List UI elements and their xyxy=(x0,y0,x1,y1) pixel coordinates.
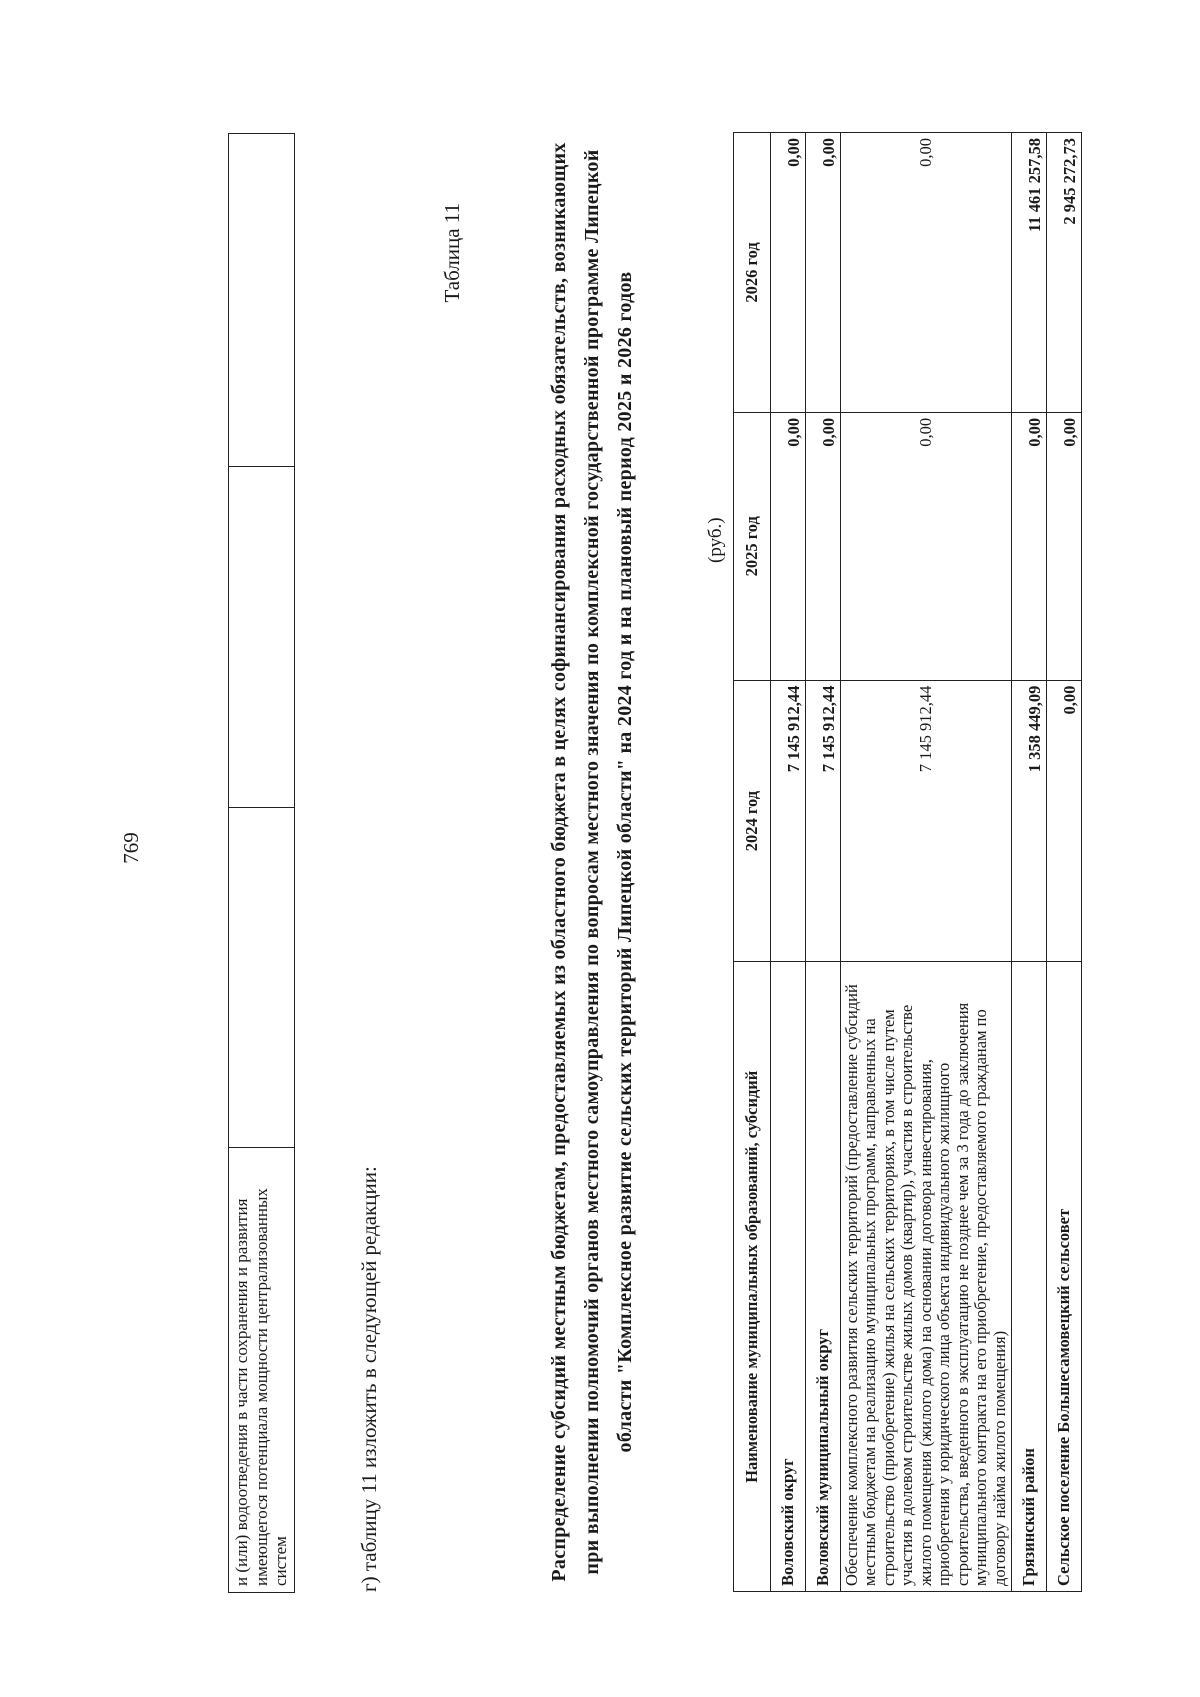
value-2024: 1 358 449,09 xyxy=(1012,680,1047,962)
value-2024: 0,00 xyxy=(1047,680,1082,962)
column-header-2024: 2024 год xyxy=(734,680,771,962)
value-2025: 0,00 xyxy=(771,412,806,680)
value-2024: 7 145 912,44 xyxy=(841,680,1012,962)
table-header-row xyxy=(734,133,771,1592)
value-2025: 0,00 xyxy=(806,412,841,680)
row-name: Воловский округ xyxy=(771,962,806,1592)
table-cell xyxy=(229,466,295,808)
table-label: Таблица 11 xyxy=(440,203,464,303)
page-number: 769 xyxy=(119,832,143,864)
rotated-page xyxy=(115,78,1085,1618)
instruction-text: г) таблицу 11 изложить в следующей редакции: xyxy=(357,1166,381,1592)
table-cell xyxy=(229,134,295,467)
value-2025: 0,00 xyxy=(1012,412,1047,680)
continued-table xyxy=(228,133,295,1593)
table-row xyxy=(806,133,841,1592)
value-2025: 0,00 xyxy=(841,412,1012,680)
table-heading: Распределение субсидий местным бюджетам, предоставляемых из областного бюджета в целях софинансирования расходных обязательств, возникающих при выполнении полномочий органов местного самоуправления по вопросам местного значения по комплексной государственной программе Липецкой области "Комплексное развитие сельских территорий Липецкой области" на 2024 год и на плановый период 2025 и 2026 годов xyxy=(548,142,636,1582)
value-2026: 11 461 257,58 xyxy=(1012,133,1047,413)
table-row xyxy=(771,133,806,1592)
subsidy-table xyxy=(733,132,1082,1592)
unit-label: (руб.) xyxy=(705,517,726,563)
column-header-name: Наименование муниципальных образований, субсидий xyxy=(734,962,771,1592)
value-2026: 0,00 xyxy=(806,133,841,413)
value-2026: 0,00 xyxy=(841,133,1012,413)
column-header-2025: 2025 год xyxy=(734,412,771,680)
row-name: Грязинский район xyxy=(1012,962,1047,1592)
row-name: Воловский муниципальный округ xyxy=(806,962,841,1592)
table-row xyxy=(1047,133,1082,1592)
table-row xyxy=(841,133,1012,1592)
row-name: Сельское поселение Большесамовецкий сельсовет xyxy=(1047,962,1082,1592)
value-2025: 0,00 xyxy=(1047,412,1082,680)
value-2024: 7 145 912,44 xyxy=(771,680,806,962)
table-row xyxy=(1012,133,1047,1592)
value-2026: 2 945 272,73 xyxy=(1047,133,1082,413)
table-cell: и (или) водоотведения в части сохранения и развития имеющегося потенциала мощности централизованных систем xyxy=(229,1148,295,1593)
value-2024: 7 145 912,44 xyxy=(806,680,841,962)
table-row xyxy=(229,134,295,1593)
column-header-2026: 2026 год xyxy=(734,133,771,413)
row-name: Обеспечение комплексного развития сельских территорий (предоставление субсидий местным бюджетам на реализацию муниципальных программ, направленных на строительство (приобретение) жилья на сельских территориях, в том числе путем участия в долевом строительстве жилых домов (квартир), участия в строительстве жилого помещения (жилого дома) на основании договора инвестирования, приобретения у юридического лица объекта индивидуального жилищного строительства, введенного в эксплуатацию не позднее чем за 3 года до заключения муниципального контракта на его приобретение, предоставляемого гражданам по договору найма жилого помещения) xyxy=(841,962,1012,1592)
table-cell xyxy=(229,808,295,1148)
value-2026: 0,00 xyxy=(771,133,806,413)
